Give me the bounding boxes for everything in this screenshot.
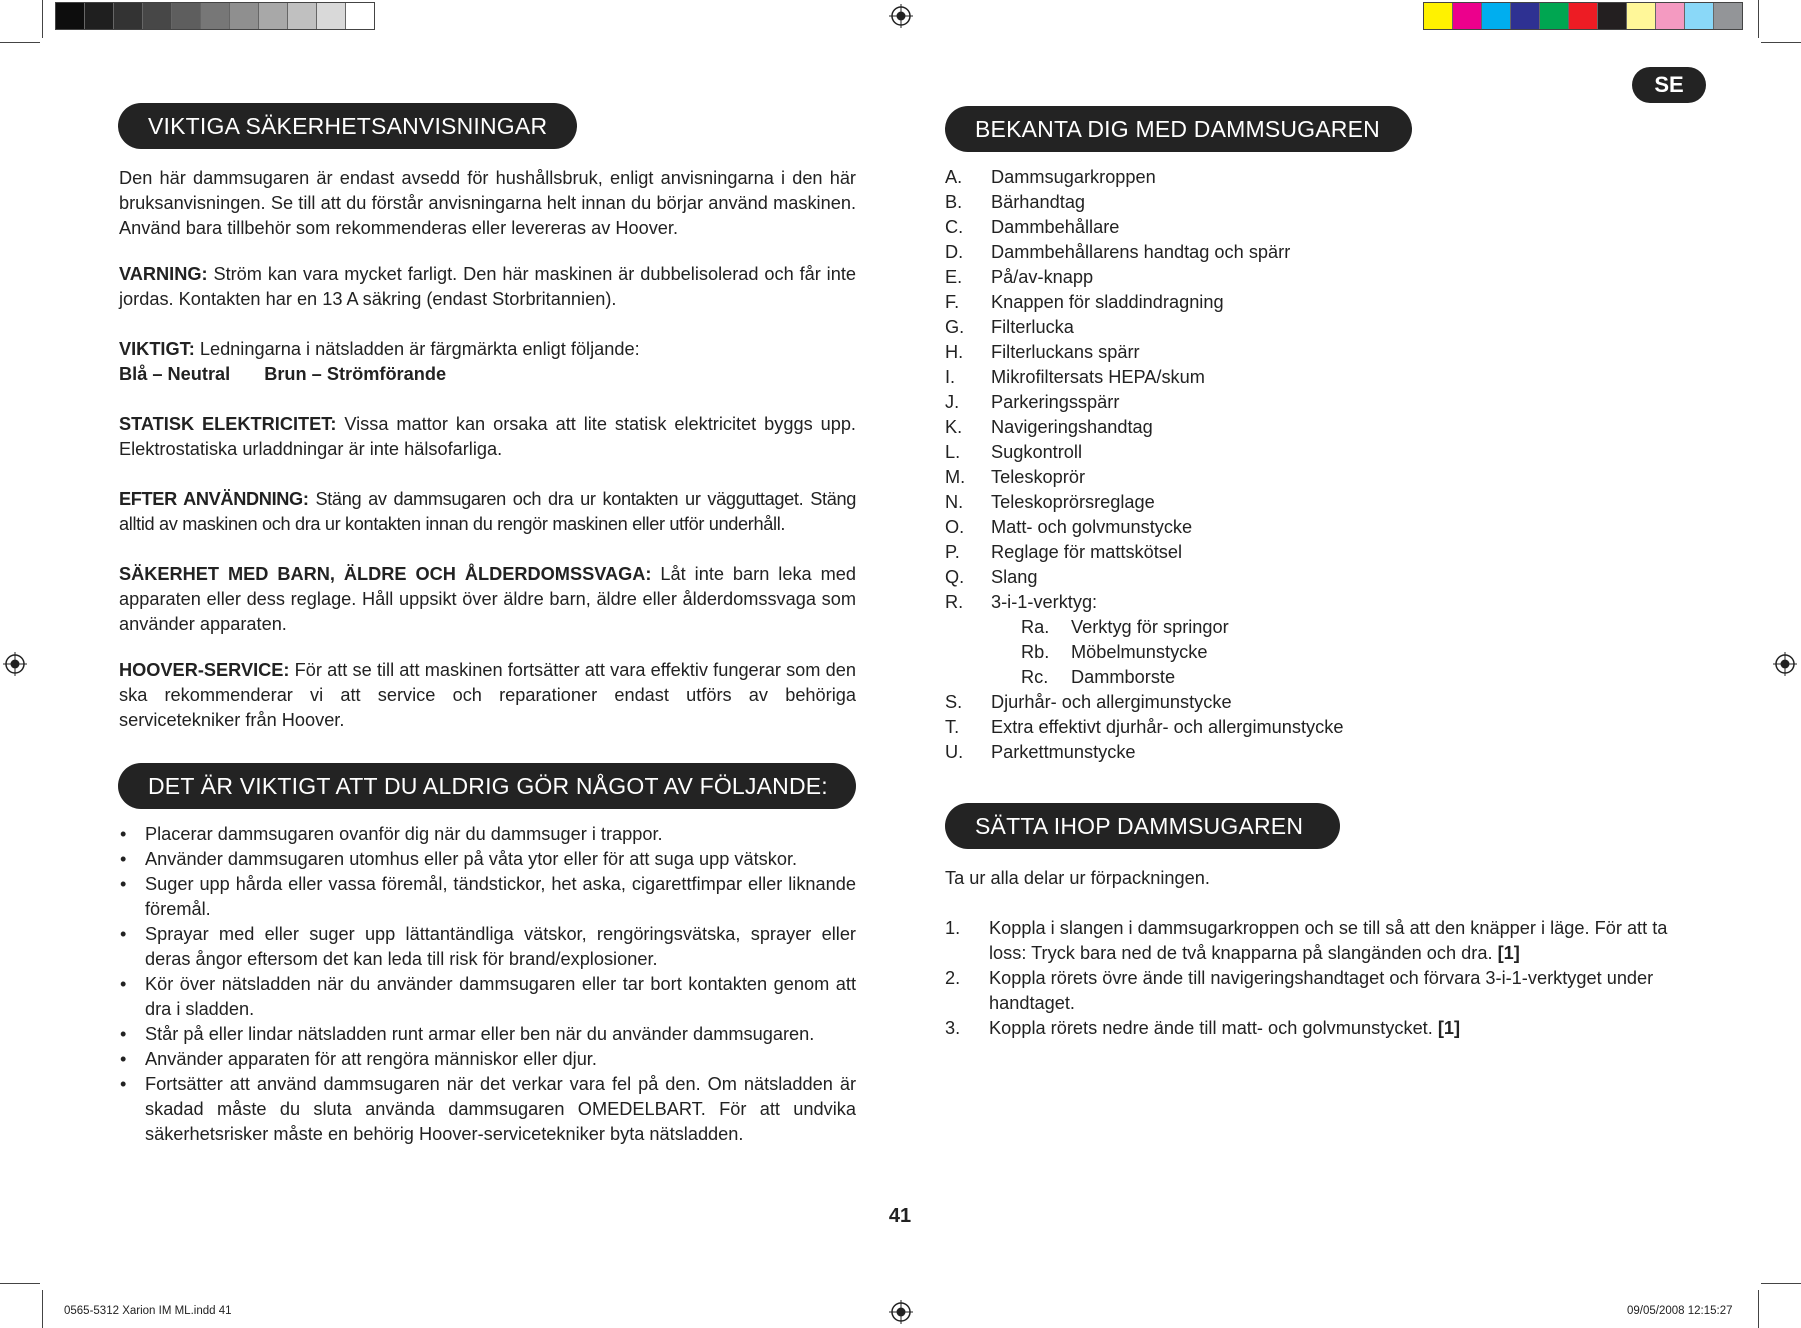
step-number: 1. <box>945 918 961 938</box>
step-text: Koppla i slangen i dammsugarkroppen och se till så att den knäpper i läge. För att ta loss: Tryck bara ned de två knapparna på slangänden och dra. [1] <box>989 918 1668 963</box>
color-swatch <box>1511 3 1540 29</box>
gray-swatch <box>230 3 259 29</box>
color-calibration-bar <box>1423 2 1743 30</box>
part-item <box>945 590 1343 615</box>
crop-mark <box>0 42 40 43</box>
never-do-item: • Sprayar med eller suger upp lättantändliga vätskor, rengöringsvätska, sprayer eller deras ångor eftersom det kan leda till risk för brand/explosioner. <box>118 922 856 972</box>
part-item <box>945 240 1343 265</box>
part-label: Filterluckans spärr <box>991 342 1140 362</box>
part-key: Ra. <box>1021 617 1050 637</box>
assembly-intro: Ta ur alla delar ur förpackningen. <box>945 868 1210 888</box>
part-label: Bärhandtag <box>991 192 1086 212</box>
color-swatch <box>1685 3 1714 29</box>
part-key: Rc. <box>1021 667 1049 687</box>
part-label: Sugkontroll <box>991 442 1082 462</box>
part-key: T. <box>945 717 960 737</box>
part-item <box>945 715 1343 740</box>
warning-label: VARNING: <box>119 264 208 284</box>
part-key: C. <box>945 217 964 237</box>
part-key: K. <box>945 417 963 437</box>
part-label: Dammbehållare <box>991 217 1120 237</box>
step-number: 2. <box>945 968 961 988</box>
registration-mark-icon <box>889 4 913 28</box>
figure-reference: [1] <box>1497 943 1520 963</box>
color-swatch <box>1598 3 1627 29</box>
part-item <box>945 490 1343 515</box>
parts-section-header: BEKANTA DIG MED DAMMSUGAREN <box>945 106 1412 152</box>
gray-swatch <box>259 3 288 29</box>
page-number: 41 <box>888 1205 912 1227</box>
part-key: N. <box>945 492 964 512</box>
safety-section-header: VIKTIGA SÄKERHETSANVISNINGAR <box>118 103 577 149</box>
crop-mark <box>42 0 43 38</box>
never-do-item: • Står på eller lindar nätsladden runt armar eller ben när du använder dammsugaren. <box>118 1022 856 1047</box>
part-label: Djurhår- och allergimunstycke <box>991 692 1232 712</box>
wire-colors <box>119 362 856 387</box>
color-swatch <box>1627 3 1656 29</box>
part-key: M. <box>945 467 966 487</box>
figure-reference: [1] <box>1437 1018 1461 1038</box>
color-swatch <box>1656 3 1685 29</box>
gray-swatch <box>172 3 201 29</box>
registration-mark-icon <box>3 652 27 676</box>
part-key: S. <box>945 692 963 712</box>
parts-list <box>945 165 1343 765</box>
part-item <box>945 365 1343 390</box>
part-label: Navigeringshandtag <box>991 417 1153 437</box>
part-item <box>945 565 1343 590</box>
service-label: HOOVER-SERVICE: <box>119 660 290 680</box>
file-slug: 0565-5312 Xarion IM ML.indd 41 <box>64 1305 232 1317</box>
part-item <box>945 290 1343 315</box>
part-label: Dammbehållarens handtag och spärr <box>991 242 1291 262</box>
part-key: Q. <box>945 567 965 587</box>
part-item <box>945 215 1343 240</box>
step-text: Koppla rörets nedre ände till matt- och golvmunstycket. [1] <box>989 1018 1461 1038</box>
children-safety-paragraph <box>119 562 856 637</box>
part-item <box>945 190 1343 215</box>
color-swatch <box>1569 3 1598 29</box>
service-paragraph <box>119 658 856 733</box>
never-do-item: • Fortsätter att använd dammsugaren när det verkar vara fel på den. Om nätsladden är skadad måste du sluta använda dammsugaren OMEDELBART. För att undvika säkerhetsrisker måste en behörig Hoover-servicetekniker byta nätsladden. <box>118 1072 856 1147</box>
static-paragraph <box>119 412 856 462</box>
part-key: U. <box>945 742 964 762</box>
color-swatch <box>1424 3 1453 29</box>
part-label: Verktyg för springor <box>1071 617 1229 637</box>
registration-mark-icon <box>1773 652 1797 676</box>
important-text: Ledningarna i nätsladden är färgmärkta enligt följande: <box>194 339 640 359</box>
never-do-section-header: DET ÄR VIKTIGT ATT DU ALDRIG GÖR NÅGOT AV FÖLJANDE: <box>118 763 856 809</box>
static-label: STATISK ELEKTRICITET: <box>119 414 337 434</box>
part-label: Teleskoprör <box>991 467 1086 487</box>
part-label: Dammsugarkroppen <box>991 167 1156 187</box>
part-key: A. <box>945 167 963 187</box>
part-key: G. <box>945 317 965 337</box>
part-label: Parkeringsspärr <box>991 392 1120 412</box>
intro-paragraph: Den här dammsugaren är endast avsedd för hushållsbruk, enligt anvisningarna i den här bruksanvisningen. Se till att du förstår anvisningarna helt innan du börjar använd maskinen. Använd bara tillbehör som rekommenderas eller levereras av Hoover. <box>119 168 856 238</box>
part-item <box>945 640 1343 665</box>
part-key: P. <box>945 542 960 562</box>
crop-mark <box>1758 0 1759 38</box>
service-text: För att se till att maskinen fortsätter att vara effektiv fungerar som den ska rekommenderar vi att service och reparationer endast utförs av behöriga servicetekniker från Hoover. <box>119 660 856 730</box>
after-use-paragraph <box>119 487 856 537</box>
part-key: H. <box>945 342 964 362</box>
part-key: R. <box>945 592 964 612</box>
never-do-item: • Placerar dammsugaren ovanför dig när du dammsuger i trappor. <box>118 822 856 847</box>
wire-brown: Brun – Strömförande <box>264 364 447 384</box>
part-key: L. <box>945 442 961 462</box>
important-paragraph <box>119 337 856 362</box>
part-label: Slang <box>991 567 1038 587</box>
part-item <box>945 515 1343 540</box>
language-badge: SE <box>1632 67 1706 103</box>
part-item <box>945 265 1343 290</box>
part-key: B. <box>945 192 963 212</box>
part-item <box>945 340 1343 365</box>
children-safety-label: SÄKERHET MED BARN, ÄLDRE OCH ÅLDERDOMSSVAGA: <box>119 564 652 584</box>
assembly-steps-list <box>945 916 1683 1041</box>
assembly-step <box>945 1016 1683 1041</box>
part-item <box>945 465 1343 490</box>
never-do-item: • Kör över nätsladden när du använder dammsugaren eller tar bort kontakten genom att dra i sladden. <box>118 972 856 1022</box>
gray-swatch <box>201 3 230 29</box>
wire-blue: Blå – Neutral <box>119 364 231 384</box>
part-key: F. <box>945 292 960 312</box>
part-label: Dammborste <box>1071 667 1176 687</box>
never-do-list <box>118 822 856 1147</box>
static-text: Vissa mattor kan orsaka att lite statisk elektricitet byggs upp. Elektrostatiska urladdningar är inte hälsofarliga. <box>119 414 856 459</box>
part-label: Mikrofiltersats HEPA/skum <box>991 367 1205 387</box>
part-label: Filterlucka <box>991 317 1074 337</box>
after-use-text: Stäng av dammsugaren och dra ur kontakten ur vägguttaget. Stäng alltid av maskinen och dra ur kontakten innan du rengör maskinen eller utför underhåll. <box>119 489 856 534</box>
gray-swatch <box>85 3 114 29</box>
children-safety-text: Låt inte barn leka med apparaten eller dess reglage. Håll uppsikt över äldre barn, äldre eller ålderdomssvaga som använder apparaten. <box>119 564 856 634</box>
important-label: VIKTIGT: <box>119 339 195 359</box>
color-swatch <box>1714 3 1742 29</box>
crop-mark <box>1761 1283 1801 1284</box>
never-do-item: • Använder apparaten för att rengöra människor eller djur. <box>118 1047 856 1072</box>
part-item <box>945 615 1343 640</box>
part-item <box>945 390 1343 415</box>
crop-mark <box>0 1283 40 1284</box>
part-label: 3-i-1-verktyg: <box>991 592 1098 612</box>
gray-swatch <box>288 3 317 29</box>
crop-mark <box>1761 42 1801 43</box>
crop-mark <box>1758 1290 1759 1328</box>
part-key: E. <box>945 267 963 287</box>
registration-mark-icon <box>889 1300 913 1324</box>
assembly-step <box>945 966 1683 1016</box>
gray-swatch <box>317 3 346 29</box>
part-label: Parkettmunstycke <box>991 742 1136 762</box>
part-label: Möbelmunstycke <box>1071 642 1208 662</box>
part-key: I. <box>945 367 956 387</box>
warning-paragraph <box>119 262 856 312</box>
after-use-label: EFTER ANVÄNDNING: <box>119 489 309 509</box>
part-label: Matt- och golvmunstycke <box>991 517 1193 537</box>
color-swatch <box>1453 3 1482 29</box>
gray-swatch <box>114 3 143 29</box>
gray-calibration-bar <box>55 2 375 30</box>
warning-text: Ström kan vara mycket farligt. Den här maskinen är dubbelisolerad och får inte jordas. Kontakten har en 13 A säkring (endast Storbritannien). <box>119 264 856 309</box>
assembly-step <box>945 916 1683 966</box>
part-key: D. <box>945 242 964 262</box>
part-item <box>945 315 1343 340</box>
part-key: O. <box>945 517 965 537</box>
part-item <box>945 165 1343 190</box>
color-swatch <box>1540 3 1569 29</box>
part-key: Rb. <box>1021 642 1050 662</box>
part-item <box>945 740 1343 765</box>
part-label: Teleskoprörsreglage <box>991 492 1155 512</box>
part-label: Extra effektivt djurhår- och allergimunstycke <box>991 717 1344 737</box>
never-do-item: • Använder dammsugaren utomhus eller på våta ytor eller för att suga upp vätskor. <box>118 847 856 872</box>
step-number: 3. <box>945 1018 961 1038</box>
gray-swatch <box>346 3 374 29</box>
part-key: J. <box>945 392 960 412</box>
part-item <box>945 665 1343 690</box>
crop-mark <box>42 1290 43 1328</box>
part-label: Reglage för mattskötsel <box>991 542 1183 562</box>
never-do-item: • Suger upp hårda eller vassa föremål, tändstickor, het aska, cigarettfimpar eller liknande föremål. <box>118 872 856 922</box>
part-item <box>945 540 1343 565</box>
part-item <box>945 415 1343 440</box>
gray-swatch <box>143 3 172 29</box>
part-item <box>945 440 1343 465</box>
date-slug: 09/05/2008 12:15:27 <box>1627 1305 1733 1317</box>
assembly-section-header: SÄTTA IHOP DAMMSUGAREN <box>945 803 1340 849</box>
step-text: Koppla rörets övre ände till navigeringshandtaget och förvara 3-i-1-verktyget under handtaget. <box>989 968 1654 1013</box>
part-item <box>945 690 1343 715</box>
part-label: På/av-knapp <box>991 267 1094 287</box>
part-label: Knappen för sladdindragning <box>991 292 1224 312</box>
color-swatch <box>1482 3 1511 29</box>
gray-swatch <box>56 3 85 29</box>
